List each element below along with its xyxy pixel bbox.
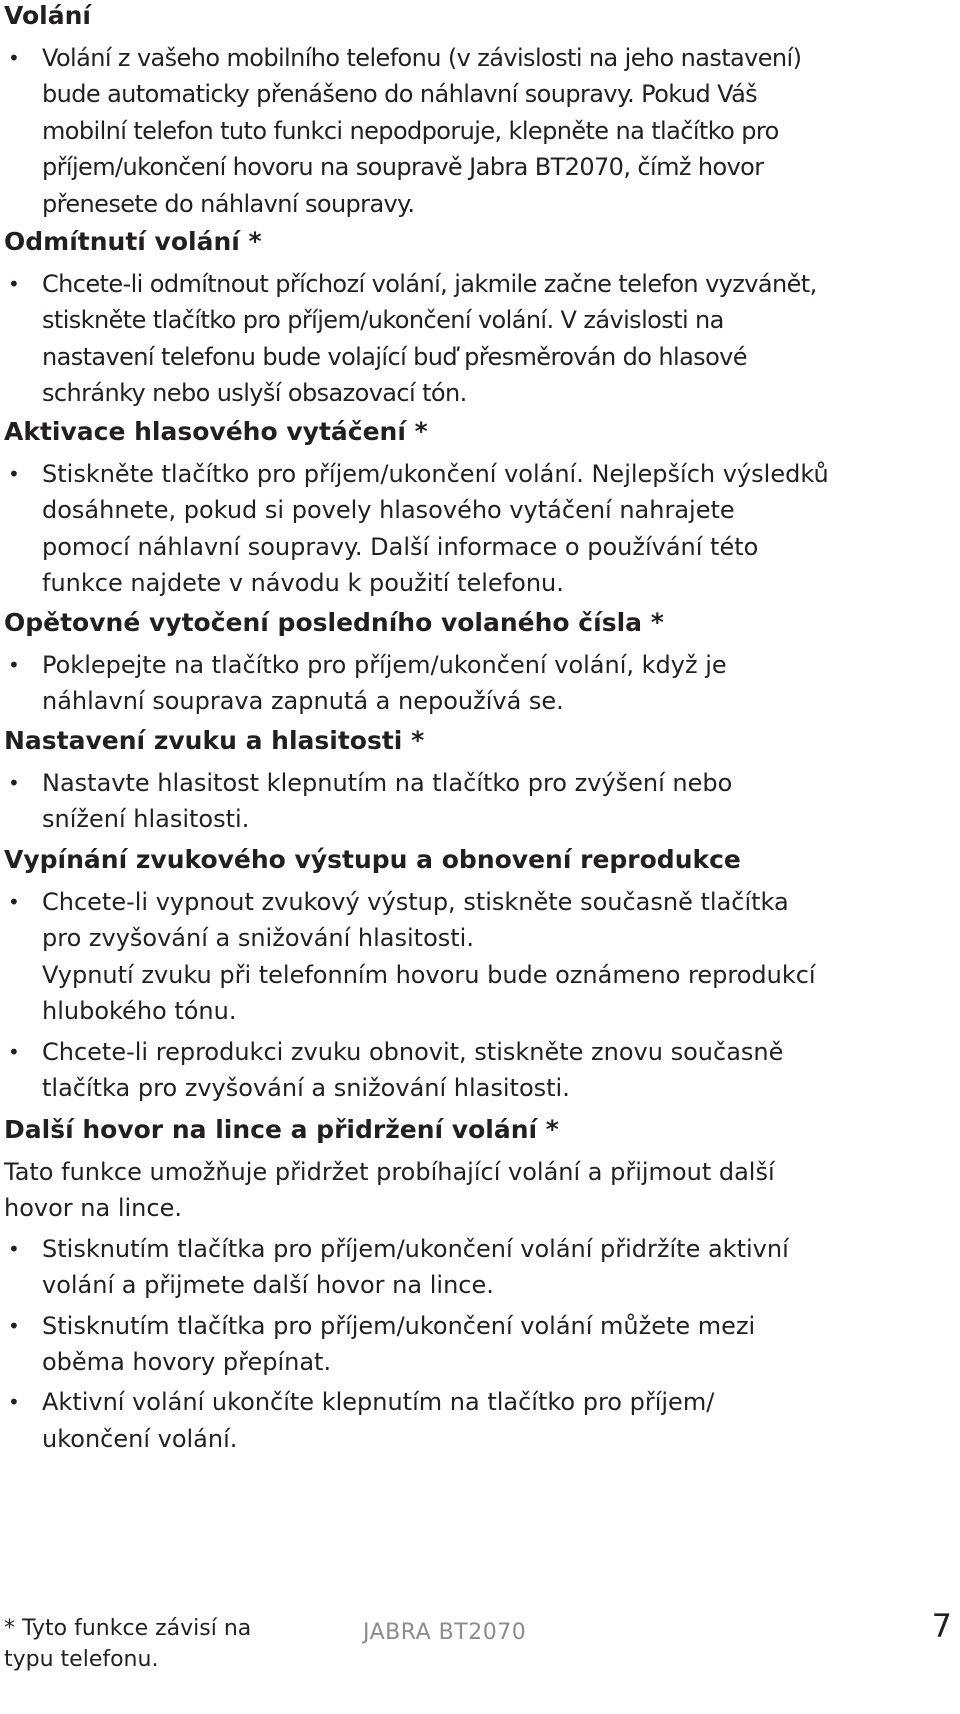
footer-product-name: JABRA BT2070 <box>363 1620 527 1645</box>
bullet-list <box>4 1231 954 1457</box>
bullet-list <box>4 266 954 412</box>
list-item: • Poklepejte na tlačítko pro příjem/ukončení volání, když je náhlavní souprava zapnutá a nepoužívá se. <box>4 647 954 720</box>
list-item: • Nastavte hlasitost klepnutím na tlačítko pro zvýšení nebo snížení hlasitosti. <box>4 765 954 838</box>
section-redial <box>4 607 954 724</box>
bullet-list <box>4 40 954 222</box>
list-item: • Chcete-li reprodukci zvuku obnovit, stiskněte znovu současně tlačítka pro zvyšování a snižování hlasitosti. <box>4 1034 954 1107</box>
intro-paragraph: Tato funkce umožňuje přidržet probíhající volání a přijmout další hovor na lince. <box>4 1158 775 1223</box>
bullet-list <box>4 456 954 602</box>
page-number: 7 <box>931 1607 952 1645</box>
section-heading: Opětovné vytočení posledního volaného čísla * <box>4 608 664 637</box>
list-item: • Chcete-li vypnout zvukový výstup, stiskněte současně tlačítka pro zvyšování a snižování hlasitosti. Vypnutí zvuku při telefonním hovoru bude oznámeno reprodukcí hlubokého tónu. <box>4 884 954 1030</box>
list-item: • Stiskněte tlačítko pro příjem/ukončení volání. Nejlepších výsledků dosáhnete, pokud si povely hlasového vytáčení nahrajete pomocí náhlavní soupravy. Další informace o používání této funkce najdete v návodu k použití telefonu. <box>4 456 954 602</box>
section-call-waiting <box>4 1114 954 1461</box>
section-heading: Aktivace hlasového vytáčení * <box>4 417 428 446</box>
list-item: • Stisknutím tlačítka pro příjem/ukončení volání můžete mezi oběma hovory přepínat. <box>4 1308 954 1381</box>
section-reject-call <box>4 226 954 416</box>
section-heading: Další hovor na lince a přidržení volání * <box>4 1115 559 1144</box>
footer-note: * Tyto funkce závisí na typu telefonu. <box>4 1616 252 1672</box>
section-heading: Nastavení zvuku a hlasitosti * <box>4 726 425 755</box>
section-heading: Volání <box>4 1 91 30</box>
section-calling <box>4 0 954 226</box>
bullet-list <box>4 765 954 838</box>
list-item: • Aktivní volání ukončíte klepnutím na tlačítko pro příjem/ ukončení volání. <box>4 1384 954 1457</box>
section-heading: Vypínání zvukového výstupu a obnovení reprodukce <box>4 845 741 874</box>
bullet-list <box>4 647 954 720</box>
section-voice-dialing <box>4 416 954 606</box>
section-volume <box>4 725 954 842</box>
section-mute <box>4 844 954 1110</box>
section-heading: Odmítnutí volání * <box>4 227 262 256</box>
bullet-list <box>4 884 954 1106</box>
list-item: • Volání z vašeho mobilního telefonu (v závislosti na jeho nastavení) bude automaticky přenášeno do náhlavní soupravy. Pokud Váš mobilní telefon tuto funkci nepodporuje, klepněte na tlačítko pro příjem/ukončení hovoru na soupravě Jabra BT2070, čímž hovor přenesete do náhlavní soupravy. <box>4 40 954 222</box>
list-item: • Chcete-li odmítnout příchozí volání, jakmile začne telefon vyzvánět, stiskněte tlačítko pro příjem/ukončení volání. V závislosti na nastavení telefonu bude volající buď přesměrován do hlasové schránky nebo uslyší obsazovací tón. <box>4 266 954 412</box>
list-item: • Stisknutím tlačítka pro příjem/ukončení volání přidržíte aktivní volání a přijmete další hovor na lince. <box>4 1231 954 1304</box>
